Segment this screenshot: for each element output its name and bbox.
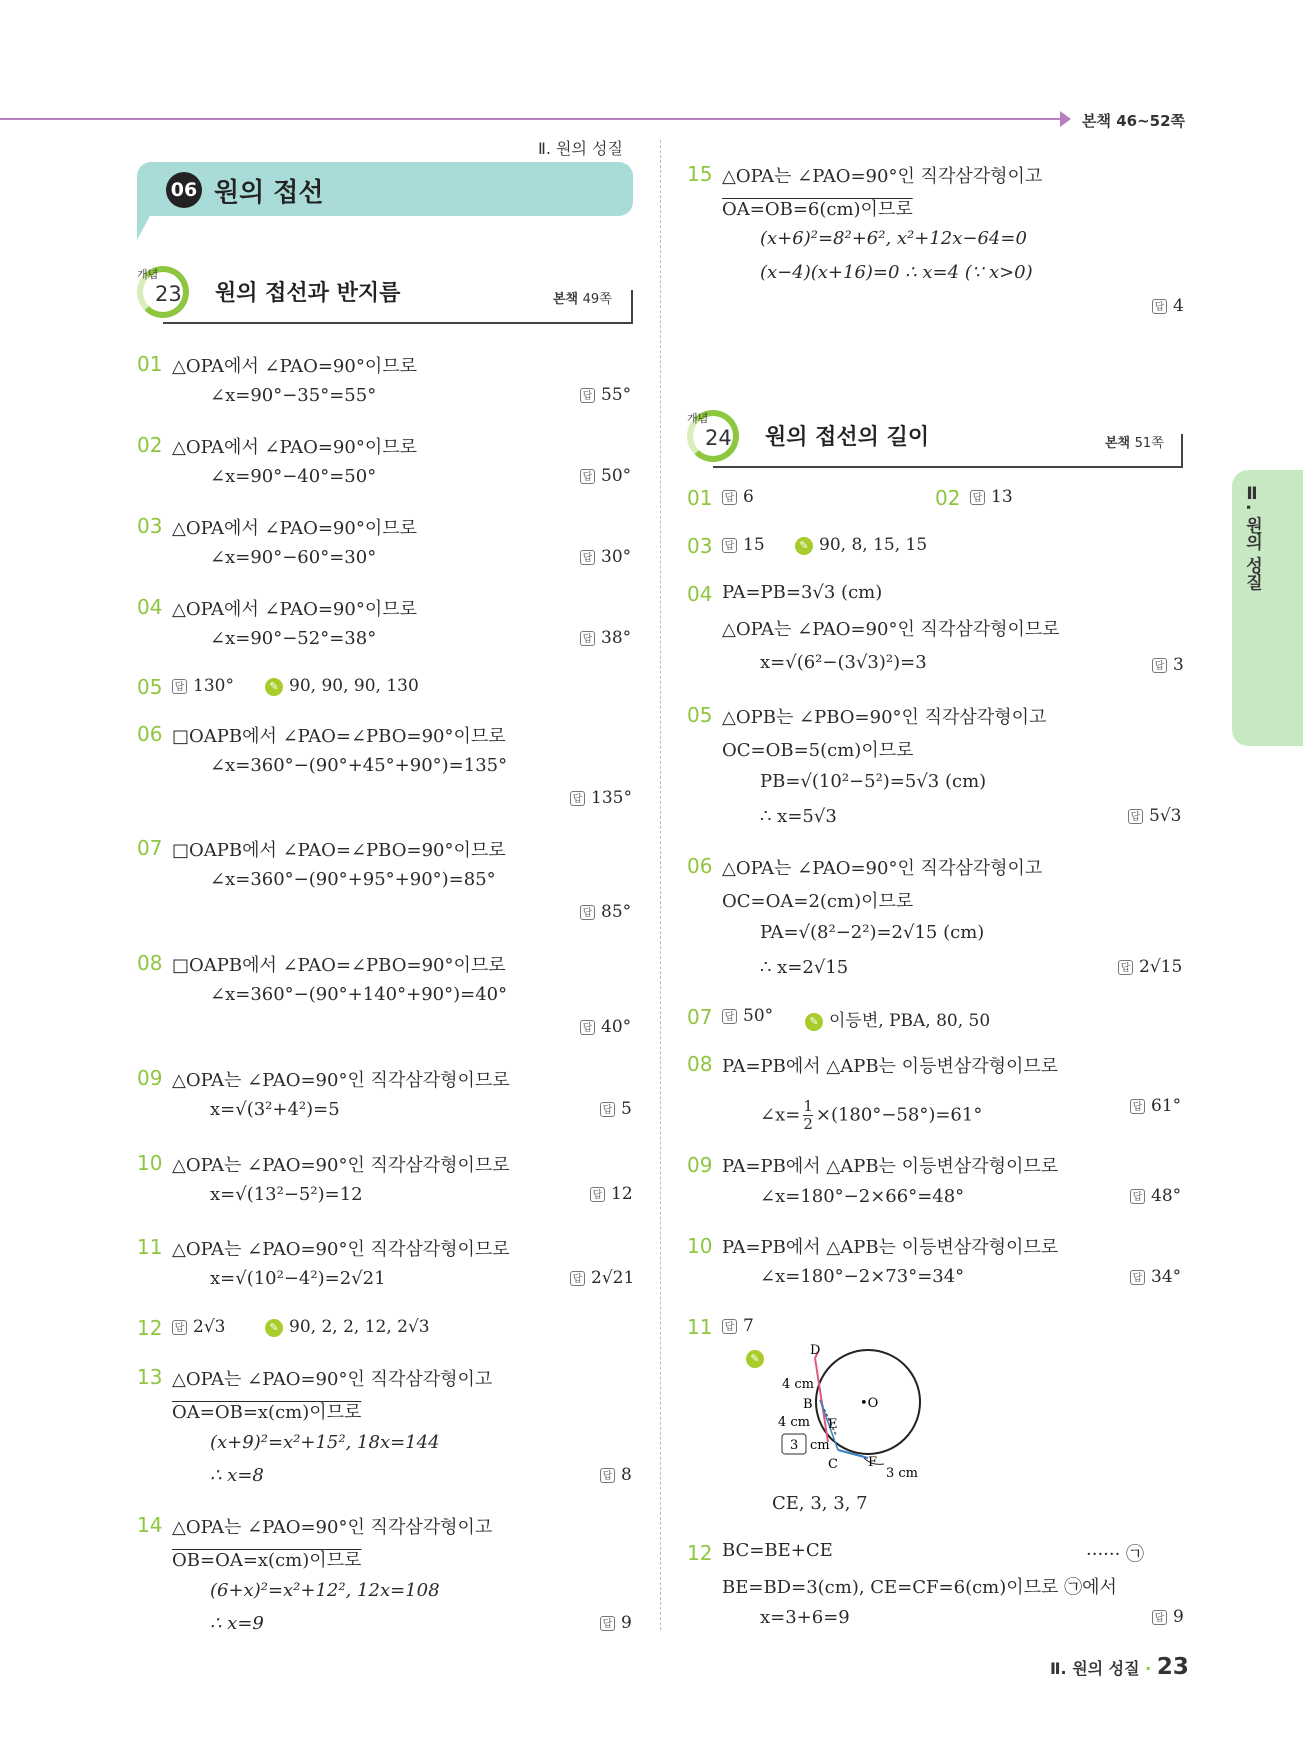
tangent-figure bbox=[760, 1340, 980, 1490]
point-label-b: B bbox=[803, 1397, 813, 1412]
answer: 답 15 bbox=[722, 535, 765, 555]
item-number: 03 bbox=[687, 534, 713, 558]
answer-mark-icon: 답 bbox=[600, 1616, 615, 1631]
answer-mark-icon: 답 bbox=[590, 1187, 605, 1202]
section-label: Ⅱ. 원의 성질 bbox=[538, 139, 623, 158]
solution-line: △OPA에서 ∠PAO=90°이므로 bbox=[172, 437, 418, 458]
hint: ✎ 90, 8, 15, 15 bbox=[795, 535, 927, 555]
concept-underline bbox=[163, 322, 633, 324]
solution-line: ∠x=360°−(90°+140°+90°)=40° bbox=[210, 984, 508, 1005]
solution-line: △OPA는 ∠PAO=90°인 직각삼각형이므로 bbox=[172, 1155, 510, 1176]
solution-line: ∠x=90°−60°=30° bbox=[210, 547, 377, 568]
answer-mark-icon: 답 bbox=[600, 1102, 615, 1117]
solution-line: ∴ x=8 bbox=[210, 1465, 264, 1486]
concept-number: 23 bbox=[155, 282, 182, 306]
solution-line: PB=√(10²−5²)=5√3 (cm) bbox=[760, 771, 987, 792]
solution-line: (x+9)²=x²+15², 18x=144 bbox=[210, 1432, 440, 1453]
solution-line: x=3+6=9 bbox=[760, 1607, 850, 1628]
solution-line: ∴ x=9 bbox=[210, 1613, 264, 1634]
item-number: 06 bbox=[687, 854, 713, 878]
solution-line: (6+x)²=x²+12², 12x=108 bbox=[210, 1580, 440, 1601]
item-number: 11 bbox=[137, 1235, 163, 1259]
fraction: $\frac{1}{2}$ bbox=[803, 1097, 813, 1133]
solution-line: x=√(13²−5²)=12 bbox=[210, 1184, 363, 1205]
solution-line: △OPA는 ∠PAO=90°인 직각삼각형이므로 bbox=[172, 1239, 510, 1260]
answer: 답 38° bbox=[580, 628, 631, 648]
item-number: 09 bbox=[137, 1066, 163, 1090]
solution-line: ∠x=90°−40°=50° bbox=[210, 466, 377, 487]
concept-bracket bbox=[1181, 434, 1183, 468]
header-arrow-icon bbox=[1060, 111, 1071, 127]
answer-mark-icon: 답 bbox=[1152, 658, 1167, 673]
item-number: 13 bbox=[137, 1365, 163, 1389]
solution-line: ∴ x=2√15 bbox=[760, 957, 849, 978]
answer-mark-icon: 답 bbox=[580, 1020, 595, 1035]
answer: 답 5 bbox=[600, 1099, 632, 1119]
answer-mark-icon: 답 bbox=[172, 1320, 187, 1335]
solution-line: OC=OB=5(cm)이므로 bbox=[722, 740, 914, 761]
answer-mark-icon: 답 bbox=[1152, 1610, 1167, 1625]
answer-mark-icon: 답 bbox=[722, 538, 737, 553]
concept-underline bbox=[713, 466, 1183, 468]
pencil-icon: ✎ bbox=[746, 1348, 770, 1368]
solution-line: x=√(10²−4²)=2√21 bbox=[210, 1268, 386, 1289]
item-number: 14 bbox=[137, 1513, 163, 1537]
item-number: 07 bbox=[137, 836, 163, 860]
solution-line: x=√(3²+4²)=5 bbox=[210, 1099, 340, 1120]
item-number: 08 bbox=[137, 951, 163, 975]
page-reference: 본책 46~52쪽 bbox=[1082, 112, 1186, 130]
answer-mark-icon: 답 bbox=[1130, 1099, 1145, 1114]
answer: 답 55° bbox=[580, 385, 631, 405]
item-number: 06 bbox=[137, 722, 163, 746]
answer-mark-icon: 답 bbox=[1118, 960, 1133, 975]
chapter-banner-tail bbox=[137, 214, 151, 240]
answer: 답 40° bbox=[580, 1017, 631, 1037]
answer: 답 2√15 bbox=[1118, 957, 1182, 977]
answer: 답 50° bbox=[722, 1006, 773, 1026]
pencil-icon: ✎ bbox=[805, 1013, 823, 1031]
answer-mark-icon: 답 bbox=[570, 791, 585, 806]
item-number: 04 bbox=[687, 582, 713, 606]
item-number: 03 bbox=[137, 514, 163, 538]
item-number: 10 bbox=[137, 1151, 163, 1175]
solution-line: PA=PB에서 △APB는 이등변삼각형이므로 bbox=[722, 1156, 1059, 1177]
solution-line: ∠x= $\frac{1}{2}$ ×(180°−58°)=61° bbox=[760, 1097, 983, 1133]
answer-mark-icon: 답 bbox=[580, 388, 595, 403]
concept-title: 원의 접선과 반지름 bbox=[215, 281, 401, 306]
pencil-icon: ✎ bbox=[265, 1319, 283, 1337]
concept-23-header bbox=[137, 256, 637, 316]
solution-line: △OPA는 ∠PAO=90°인 직각삼각형이고 bbox=[172, 1369, 493, 1390]
solution-line: OB=OA=x(cm)이므로 bbox=[172, 1550, 362, 1571]
answer: 답 48° bbox=[1130, 1186, 1181, 1206]
answer-mark-icon: 답 bbox=[580, 905, 595, 920]
side-tab-label: Ⅱ. 원의 성질 bbox=[1242, 484, 1262, 591]
pencil-icon: ✎ bbox=[795, 537, 813, 555]
item-number: 02 bbox=[935, 486, 961, 510]
solution-line: △OPB는 ∠PBO=90°인 직각삼각형이고 bbox=[722, 707, 1047, 728]
solution-line: ∠x=180°−2×66°=48° bbox=[760, 1186, 965, 1207]
item-number: 01 bbox=[137, 352, 163, 376]
chapter-number: 06 bbox=[166, 172, 202, 208]
solution-line: (x+6)²=8²+6², x²+12x−64=0 bbox=[760, 228, 1027, 249]
point-label-d: D bbox=[810, 1343, 821, 1358]
solution-line: ∠x=360°−(90°+95°+90°)=85° bbox=[210, 869, 496, 890]
solution-line: □OAPB에서 ∠PAO=∠PBO=90°이므로 bbox=[172, 955, 506, 976]
solution-line: □OAPB에서 ∠PAO=∠PBO=90°이므로 bbox=[172, 840, 506, 861]
header-rule bbox=[0, 118, 1060, 120]
concept-number: 24 bbox=[705, 426, 732, 450]
solution-line: △OPA는 ∠PAO=90°인 직각삼각형이고 bbox=[722, 858, 1043, 879]
unit-label: cm bbox=[810, 1438, 830, 1453]
answer-mark-icon: 답 bbox=[600, 1468, 615, 1483]
answer-mark-icon: 답 bbox=[172, 679, 187, 694]
item-number: 12 bbox=[137, 1316, 163, 1340]
answer-mark-icon: 답 bbox=[722, 490, 737, 505]
solution-line: □OAPB에서 ∠PAO=∠PBO=90°이므로 bbox=[172, 726, 506, 747]
solution-line: OA=OB=x(cm)이므로 bbox=[172, 1402, 362, 1423]
item-number: 10 bbox=[687, 1234, 713, 1258]
concept-bracket bbox=[631, 290, 633, 324]
answer: 답 5√3 bbox=[1128, 806, 1181, 826]
item-number: 11 bbox=[687, 1315, 713, 1339]
center-label-o: •O bbox=[860, 1396, 879, 1411]
answer: 답 12 bbox=[590, 1184, 633, 1204]
answer-mark-icon: 답 bbox=[1130, 1189, 1145, 1204]
chapter-banner bbox=[137, 162, 633, 216]
answer-mark-icon: 답 bbox=[970, 490, 985, 505]
solution-line: PA=PB=3√3 (cm) bbox=[722, 582, 883, 603]
solution-line: ∠x=90°−52°=38° bbox=[210, 628, 377, 649]
solution-line: △OPA는 ∠PAO=90°인 직각삼각형이고 bbox=[722, 166, 1043, 187]
answer-mark-icon: 답 bbox=[1152, 299, 1167, 314]
answer: 답 7 bbox=[722, 1316, 754, 1336]
solution-line: △OPA에서 ∠PAO=90°이므로 bbox=[172, 518, 418, 539]
answer-mark-icon: 답 bbox=[722, 1009, 737, 1024]
answer: 답 13 bbox=[970, 487, 1013, 507]
answer-mark-icon: 답 bbox=[580, 550, 595, 565]
solution-line: CE, 3, 3, 7 bbox=[772, 1493, 868, 1514]
length-label: 4 cm bbox=[778, 1415, 811, 1430]
concept-tag: 개념 bbox=[137, 268, 159, 281]
column-divider bbox=[660, 140, 661, 1630]
chapter-title: 원의 접선 bbox=[214, 178, 324, 208]
answer: 답 50° bbox=[580, 466, 631, 486]
item-number: 05 bbox=[687, 703, 713, 727]
item-number: 07 bbox=[687, 1005, 713, 1029]
point-label-f: F bbox=[868, 1455, 878, 1470]
pencil-icon: ✎ bbox=[265, 678, 283, 696]
answer: 답 4 bbox=[1152, 296, 1184, 316]
solution-line: ∠x=90°−35°=55° bbox=[210, 385, 377, 406]
answer: 답 85° bbox=[580, 902, 631, 922]
answer-mark-icon: 답 bbox=[1130, 1270, 1145, 1285]
item-number: 04 bbox=[137, 595, 163, 619]
answer: 답 30° bbox=[580, 547, 631, 567]
solution-line: △OPA는 ∠PAO=90°인 직각삼각형이고 bbox=[172, 1517, 493, 1538]
solution-line: ∴ x=5√3 bbox=[760, 806, 837, 827]
concept-book-ref: 본책 51쪽 bbox=[1105, 436, 1164, 451]
answer: 답 3 bbox=[1152, 655, 1184, 675]
answer: 답 2√21 bbox=[570, 1268, 634, 1288]
solution-line: △OPA에서 ∠PAO=90°이므로 bbox=[172, 599, 418, 620]
solution-line: OC=OA=2(cm)이므로 bbox=[722, 891, 914, 912]
page-footer: Ⅱ. 원의 성질 · 23 bbox=[1050, 1654, 1189, 1680]
hint: ✎ 이등변, PBA, 80, 50 bbox=[805, 1006, 990, 1031]
solution-line: ∠x=180°−2×73°=34° bbox=[760, 1266, 965, 1287]
point-label-c: C bbox=[828, 1457, 838, 1472]
solution-line: PA=PB에서 △APB는 이등변삼각형이므로 bbox=[722, 1056, 1059, 1077]
answer: 답 6 bbox=[722, 487, 754, 507]
item-number: 05 bbox=[137, 675, 163, 699]
solution-line: △OPA는 ∠PAO=90°인 직각삼각형이므로 bbox=[722, 619, 1060, 640]
solution-line: PA=PB에서 △APB는 이등변삼각형이므로 bbox=[722, 1237, 1059, 1258]
item-number: 09 bbox=[687, 1153, 713, 1177]
hint: ✎ 90, 2, 2, 12, 2√3 bbox=[265, 1317, 430, 1337]
equation-mark: ······ ㉠ bbox=[1086, 1544, 1145, 1565]
answer: 답 130° bbox=[172, 676, 234, 696]
answer: 답 8 bbox=[600, 1465, 632, 1485]
answer: 답 34° bbox=[1130, 1267, 1181, 1287]
item-number: 15 bbox=[687, 162, 713, 186]
box-value: 3 bbox=[790, 1438, 799, 1453]
answer-mark-icon: 답 bbox=[722, 1319, 737, 1334]
item-number: 12 bbox=[687, 1541, 713, 1565]
concept-24-header bbox=[687, 400, 1187, 460]
concept-title: 원의 접선의 길이 bbox=[765, 425, 930, 450]
item-number: 08 bbox=[687, 1052, 713, 1076]
length-label: 4 cm bbox=[782, 1377, 815, 1392]
solution-line: BC=BE+CE bbox=[722, 1540, 833, 1561]
answer: 답 135° bbox=[570, 788, 632, 808]
point-label-e: E bbox=[828, 1417, 838, 1432]
concept-book-ref: 본책 49쪽 bbox=[553, 292, 612, 307]
answer: 답 9 bbox=[600, 1613, 632, 1633]
item-number: 02 bbox=[137, 433, 163, 457]
solution-line: x=√(6²−(3√3)²)=3 bbox=[760, 652, 927, 673]
answer: 답 9 bbox=[1152, 1607, 1184, 1627]
solution-line: (x−4)(x+16)=0 ∴ x=4 (∵ x>0) bbox=[760, 262, 1033, 283]
answer-mark-icon: 답 bbox=[580, 469, 595, 484]
solution-line: OA=OB=6(cm)이므로 bbox=[722, 199, 913, 220]
solution-line: PA=√(8²−2²)=2√15 (cm) bbox=[760, 922, 985, 943]
answer-mark-icon: 답 bbox=[1128, 809, 1143, 824]
solution-line: BE=BD=3(cm), CE=CF=6(cm)이므로 ㉠에서 bbox=[722, 1577, 1117, 1598]
answer-mark-icon: 답 bbox=[570, 1271, 585, 1286]
solution-line: ∠x=360°−(90°+45°+90°)=135° bbox=[210, 755, 508, 776]
hint: ✎ 90, 90, 90, 130 bbox=[265, 676, 419, 696]
concept-tag: 개념 bbox=[687, 412, 709, 425]
answer: 답 61° bbox=[1130, 1096, 1181, 1116]
length-label: 3 cm bbox=[886, 1466, 919, 1481]
solution-line: △OPA에서 ∠PAO=90°이므로 bbox=[172, 356, 418, 377]
solution-line: △OPA는 ∠PAO=90°인 직각삼각형이므로 bbox=[172, 1070, 510, 1091]
answer-mark-icon: 답 bbox=[580, 631, 595, 646]
answer: 답 2√3 bbox=[172, 1317, 225, 1337]
item-number: 01 bbox=[687, 486, 713, 510]
